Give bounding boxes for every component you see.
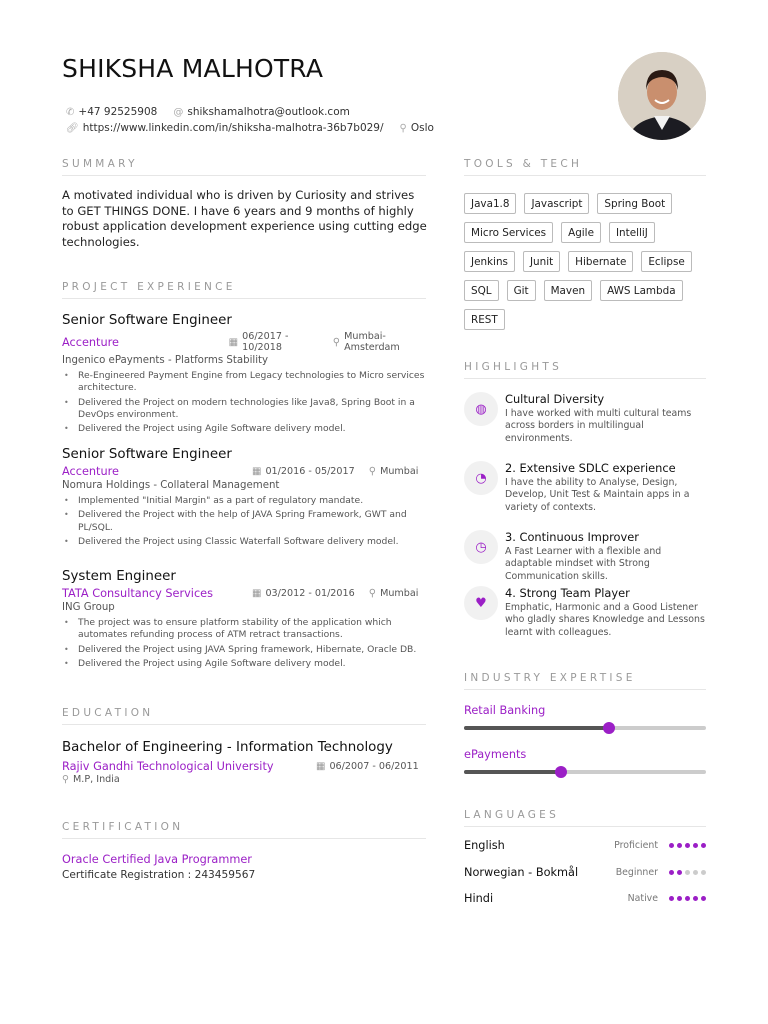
calendar-icon: ▦	[252, 588, 262, 599]
highlight-desc: A Fast Learner with a flexible and adaptable mindset with Strong Communication skills.	[505, 546, 662, 582]
job-bullets	[62, 495, 428, 548]
list-item: • Delivered the Project with the help of JAVA Spring Framework, GWT and PL/SQL.	[62, 509, 428, 534]
language-name: English	[464, 839, 505, 852]
highlight-title: 3. Continuous Improver	[505, 530, 639, 544]
expertise-bar	[464, 726, 706, 730]
job-title: Senior Software Engineer	[62, 313, 232, 328]
expertise-fill	[464, 770, 561, 774]
list-item: • Delivered the Project using JAVA Spring framework, Hibernate, Oracle DB.	[62, 644, 428, 656]
divider	[464, 689, 706, 690]
contact-row-2	[66, 122, 450, 134]
language-name: Norwegian - Bokmål	[464, 866, 579, 879]
link-icon: 🔗︎	[66, 122, 79, 134]
calendar-icon: ▦	[252, 466, 262, 477]
email-icon: @	[173, 106, 184, 118]
job-location: Mumbai	[380, 588, 419, 599]
language-level: Beginner	[615, 867, 658, 878]
level-dot	[669, 870, 674, 875]
school-name[interactable]: Rajiv Gandhi Technological University	[62, 760, 274, 773]
degree: Bachelor of Engineering - Information Technology	[62, 740, 393, 755]
tool-tag: Eclipse	[641, 251, 691, 272]
highlight-desc: Emphatic, Harmonic and a Good Listener who gladly shares Knowledge and Lessons learnt with colleagues.	[505, 602, 705, 638]
tool-tag: Javascript	[524, 193, 589, 214]
language-name: Hindi	[464, 892, 494, 905]
company-name[interactable]: Accenture	[62, 465, 119, 478]
list-item: • Delivered the Project using Classic Waterfall Software delivery model.	[62, 536, 428, 548]
phone[interactable]: +47 92525908	[78, 106, 158, 118]
job-dates: 03/2012 - 01/2016	[265, 588, 355, 599]
tool-tag: Jenkins	[464, 251, 515, 272]
summary-text: A motivated individual who is driven by Curiosity and strives to GET THINGS DONE. I have 6 years and 9 months of highly robust application development experience using cutting edge technologies.	[62, 188, 427, 249]
tool-tag: Micro Services	[464, 222, 553, 243]
tool-tag: SQL	[464, 280, 499, 301]
highlights-heading: HIGHLIGHTS	[464, 361, 563, 373]
highlight-item	[464, 530, 709, 583]
job-location: Mumbai	[380, 466, 419, 477]
level-dot	[701, 870, 706, 875]
pie-chart-icon: ◔	[475, 470, 487, 486]
candidate-name: SHIKSHA MALHOTRA	[62, 54, 324, 83]
expertise-fill	[464, 726, 609, 730]
tool-tag: Junit	[523, 251, 560, 272]
certification-title[interactable]: Oracle Certified Java Programmer	[62, 853, 252, 866]
highlight-desc: I have worked with multi cultural teams across borders in multilingual environments.	[505, 408, 692, 444]
list-item: • Delivered the Project using Agile Software delivery model.	[62, 423, 428, 435]
email[interactable]: shikshamalhotra@outlook.com	[187, 106, 350, 118]
globe-icon: ◍	[475, 401, 487, 417]
highlight-item	[464, 586, 709, 639]
job-dates: 01/2016 - 05/2017	[265, 466, 355, 477]
expertise-bar	[464, 770, 706, 774]
level-dot	[669, 843, 674, 848]
clock-icon: ◷	[475, 539, 487, 555]
divider	[62, 175, 426, 176]
certification-registration: Certificate Registration : 243459567	[62, 869, 256, 881]
avatar	[618, 52, 706, 140]
certification-heading: CERTIFICATION	[62, 821, 184, 833]
list-item: • The project was to ensure platform stability of the application which automates refunding process of ATM retract transactions.	[62, 617, 428, 642]
expertise-label: Retail Banking	[464, 704, 546, 717]
divider	[464, 826, 706, 827]
location-pin-icon: ⚲	[399, 122, 407, 134]
divider	[62, 838, 426, 839]
level-dot	[693, 870, 698, 875]
calendar-icon: ▦	[228, 336, 239, 348]
education-dates: 06/2007 - 06/2011	[329, 761, 419, 772]
level-dot	[685, 870, 690, 875]
tool-tag: Spring Boot	[597, 193, 672, 214]
highlight-item	[464, 461, 709, 514]
level-dot	[701, 843, 706, 848]
list-item: • Delivered the Project on modern technologies like Java8, Spring Boot in a DevOps environment.	[62, 397, 428, 422]
list-item: • Re-Engineered Payment Engine from Legacy technologies to Micro services architecture.	[62, 370, 428, 395]
expertise-knob	[603, 722, 615, 734]
level-dot	[677, 896, 682, 901]
summary-heading: SUMMARY	[62, 158, 138, 170]
education-location: M.P, India	[73, 774, 120, 785]
language-item	[464, 892, 706, 905]
level-dot	[685, 896, 690, 901]
location: Oslo	[410, 122, 434, 134]
divider	[464, 378, 706, 379]
education-heading: EDUCATION	[62, 707, 154, 719]
job-entry	[62, 447, 428, 550]
list-item: • Delivered the Project using Agile Software delivery model.	[62, 658, 428, 670]
client-name: Ingenico ePayments - Platforms Stability	[62, 355, 269, 366]
language-dots	[666, 843, 706, 848]
job-dates: 06/2017 - 10/2018	[242, 331, 289, 353]
list-item: • Implemented "Initial Margin" as a part of regulatory mandate.	[62, 495, 428, 507]
highlight-item	[464, 392, 709, 445]
location-pin-icon: ⚲	[332, 336, 341, 348]
level-dot	[693, 896, 698, 901]
language-item	[464, 866, 706, 879]
phone-icon: ✆	[66, 106, 75, 118]
experience-heading: PROJECT EXPERIENCE	[62, 281, 236, 293]
job-entry	[62, 313, 428, 437]
helping-hand-icon: ♥	[475, 595, 487, 611]
tools-list	[464, 193, 714, 338]
tool-tag: IntelliJ	[609, 222, 655, 243]
tool-tag: Java1.8	[464, 193, 516, 214]
location-pin-icon: ⚲	[368, 466, 377, 477]
job-bullets	[62, 617, 428, 670]
language-dots	[666, 870, 706, 875]
highlight-desc: I have the ability to Analyse, Design, Develop, Unit Test & Maintain apps in a variety of contexts.	[505, 477, 690, 513]
tools-heading: TOOLS & TECH	[464, 158, 583, 170]
company-name[interactable]: Accenture	[62, 335, 119, 349]
level-dot	[677, 870, 682, 875]
job-bullets	[62, 370, 428, 435]
level-dot	[669, 896, 674, 901]
contact-row-1	[66, 106, 366, 118]
job-location: Mumbai-Amsterdam	[344, 331, 400, 353]
education-entry	[62, 740, 428, 785]
tool-tag: Hibernate	[568, 251, 633, 272]
location-pin-icon: ⚲	[62, 774, 70, 785]
divider	[62, 724, 426, 725]
level-dot	[685, 843, 690, 848]
tool-tag: AWS Lambda	[600, 280, 683, 301]
language-level: Native	[627, 893, 658, 904]
certification-entry	[62, 853, 428, 881]
expertise-item	[464, 704, 706, 730]
calendar-icon: ▦	[316, 761, 326, 772]
job-entry	[62, 569, 428, 672]
divider	[464, 175, 706, 176]
level-dot	[677, 843, 682, 848]
tool-tag: REST	[464, 309, 505, 330]
company-name[interactable]: TATA Consultancy Services	[62, 587, 213, 600]
location-pin-icon: ⚲	[368, 588, 377, 599]
expertise-knob	[555, 766, 567, 778]
level-dot	[693, 843, 698, 848]
highlight-title: 4. Strong Team Player	[505, 586, 630, 600]
divider	[62, 298, 426, 299]
job-title: Senior Software Engineer	[62, 447, 232, 462]
job-title: System Engineer	[62, 569, 176, 584]
expertise-item	[464, 748, 706, 774]
tool-tag: Maven	[544, 280, 592, 301]
language-level: Proficient	[614, 840, 658, 851]
expertise-label: ePayments	[464, 748, 527, 761]
client-name: ING Group	[62, 602, 115, 613]
language-dots	[666, 896, 706, 901]
language-item	[464, 839, 706, 852]
highlight-title: Cultural Diversity	[505, 392, 605, 406]
tool-tag: Git	[507, 280, 536, 301]
highlight-title: 2. Extensive SDLC experience	[505, 461, 676, 475]
client-name: Nomura Holdings - Collateral Management	[62, 480, 280, 491]
linkedin-link[interactable]: https://www.linkedin.com/in/shiksha-malhotra-36b7b029/	[82, 122, 384, 134]
tool-tag: Agile	[561, 222, 601, 243]
expertise-heading: INDUSTRY EXPERTISE	[464, 672, 636, 684]
languages-heading: LANGUAGES	[464, 809, 560, 821]
level-dot	[701, 896, 706, 901]
